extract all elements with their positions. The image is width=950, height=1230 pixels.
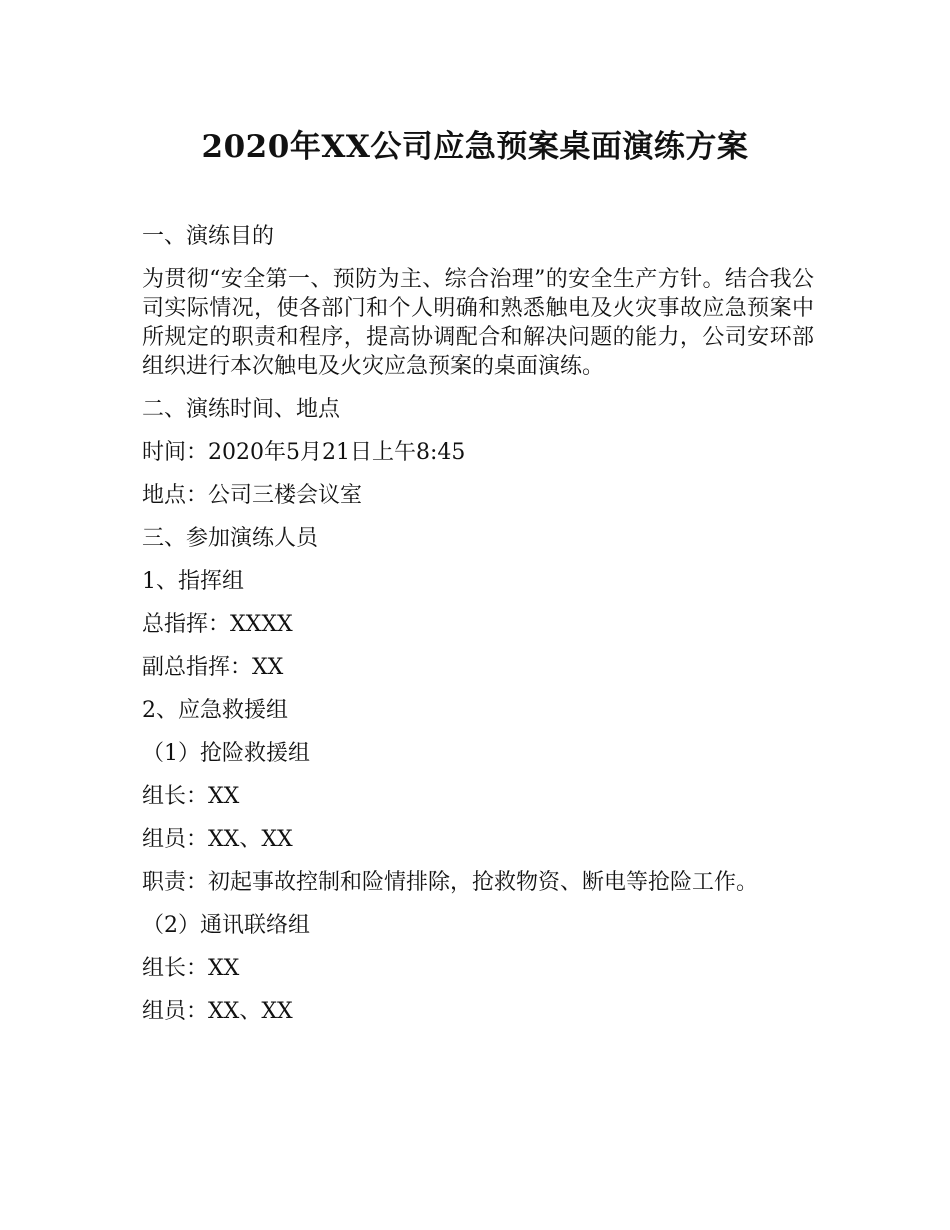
emergency-rescue-team-members: 组员：XX、XX: [142, 827, 293, 852]
emergency-rescue-team-duty: 职责：初起事故控制和险情排除，抢救物资、断电等抢险工作。: [142, 870, 759, 895]
drill-time: 时间：2020年5月21日上午8:45: [142, 440, 466, 465]
document-title: 2020年XX公司应急预案桌面演练方案: [201, 129, 749, 165]
communication-team-heading: （2）通讯联络组: [142, 913, 310, 938]
emergency-rescue-team-heading: （1）抢险救援组: [142, 741, 310, 766]
communication-team-members: 组员：XX、XX: [142, 999, 293, 1024]
section-heading-purpose: 一、演练目的: [142, 224, 275, 249]
purpose-paragraph: 为贯彻“安全第一、预防为主、综合治理”的安全生产方针。结合我公司实际情况，使各部门和个人明确和熟悉触电及火灾事故应急预案中所规定的职责和程序，提高协调配合和解决问题的能力，公司安环部组织进行本次触电及火灾应急预案的桌面演练。: [142, 267, 814, 379]
drill-place: 地点：公司三楼会议室: [142, 483, 363, 508]
emergency-rescue-team-leader: 组长：XX: [142, 784, 240, 809]
section-heading-participants: 三、参加演练人员: [142, 526, 319, 551]
command-group-chief: 总指挥：XXXX: [142, 612, 293, 637]
communication-team-leader: 组长：XX: [142, 956, 240, 981]
command-group-deputy: 副总指挥：XX: [142, 655, 284, 680]
section-heading-time-place: 二、演练时间、地点: [142, 397, 341, 422]
command-group-heading: 1、指挥组: [142, 569, 244, 594]
document-body: [142, 222, 814, 1040]
rescue-group-heading: 2、应急救援组: [142, 698, 288, 723]
